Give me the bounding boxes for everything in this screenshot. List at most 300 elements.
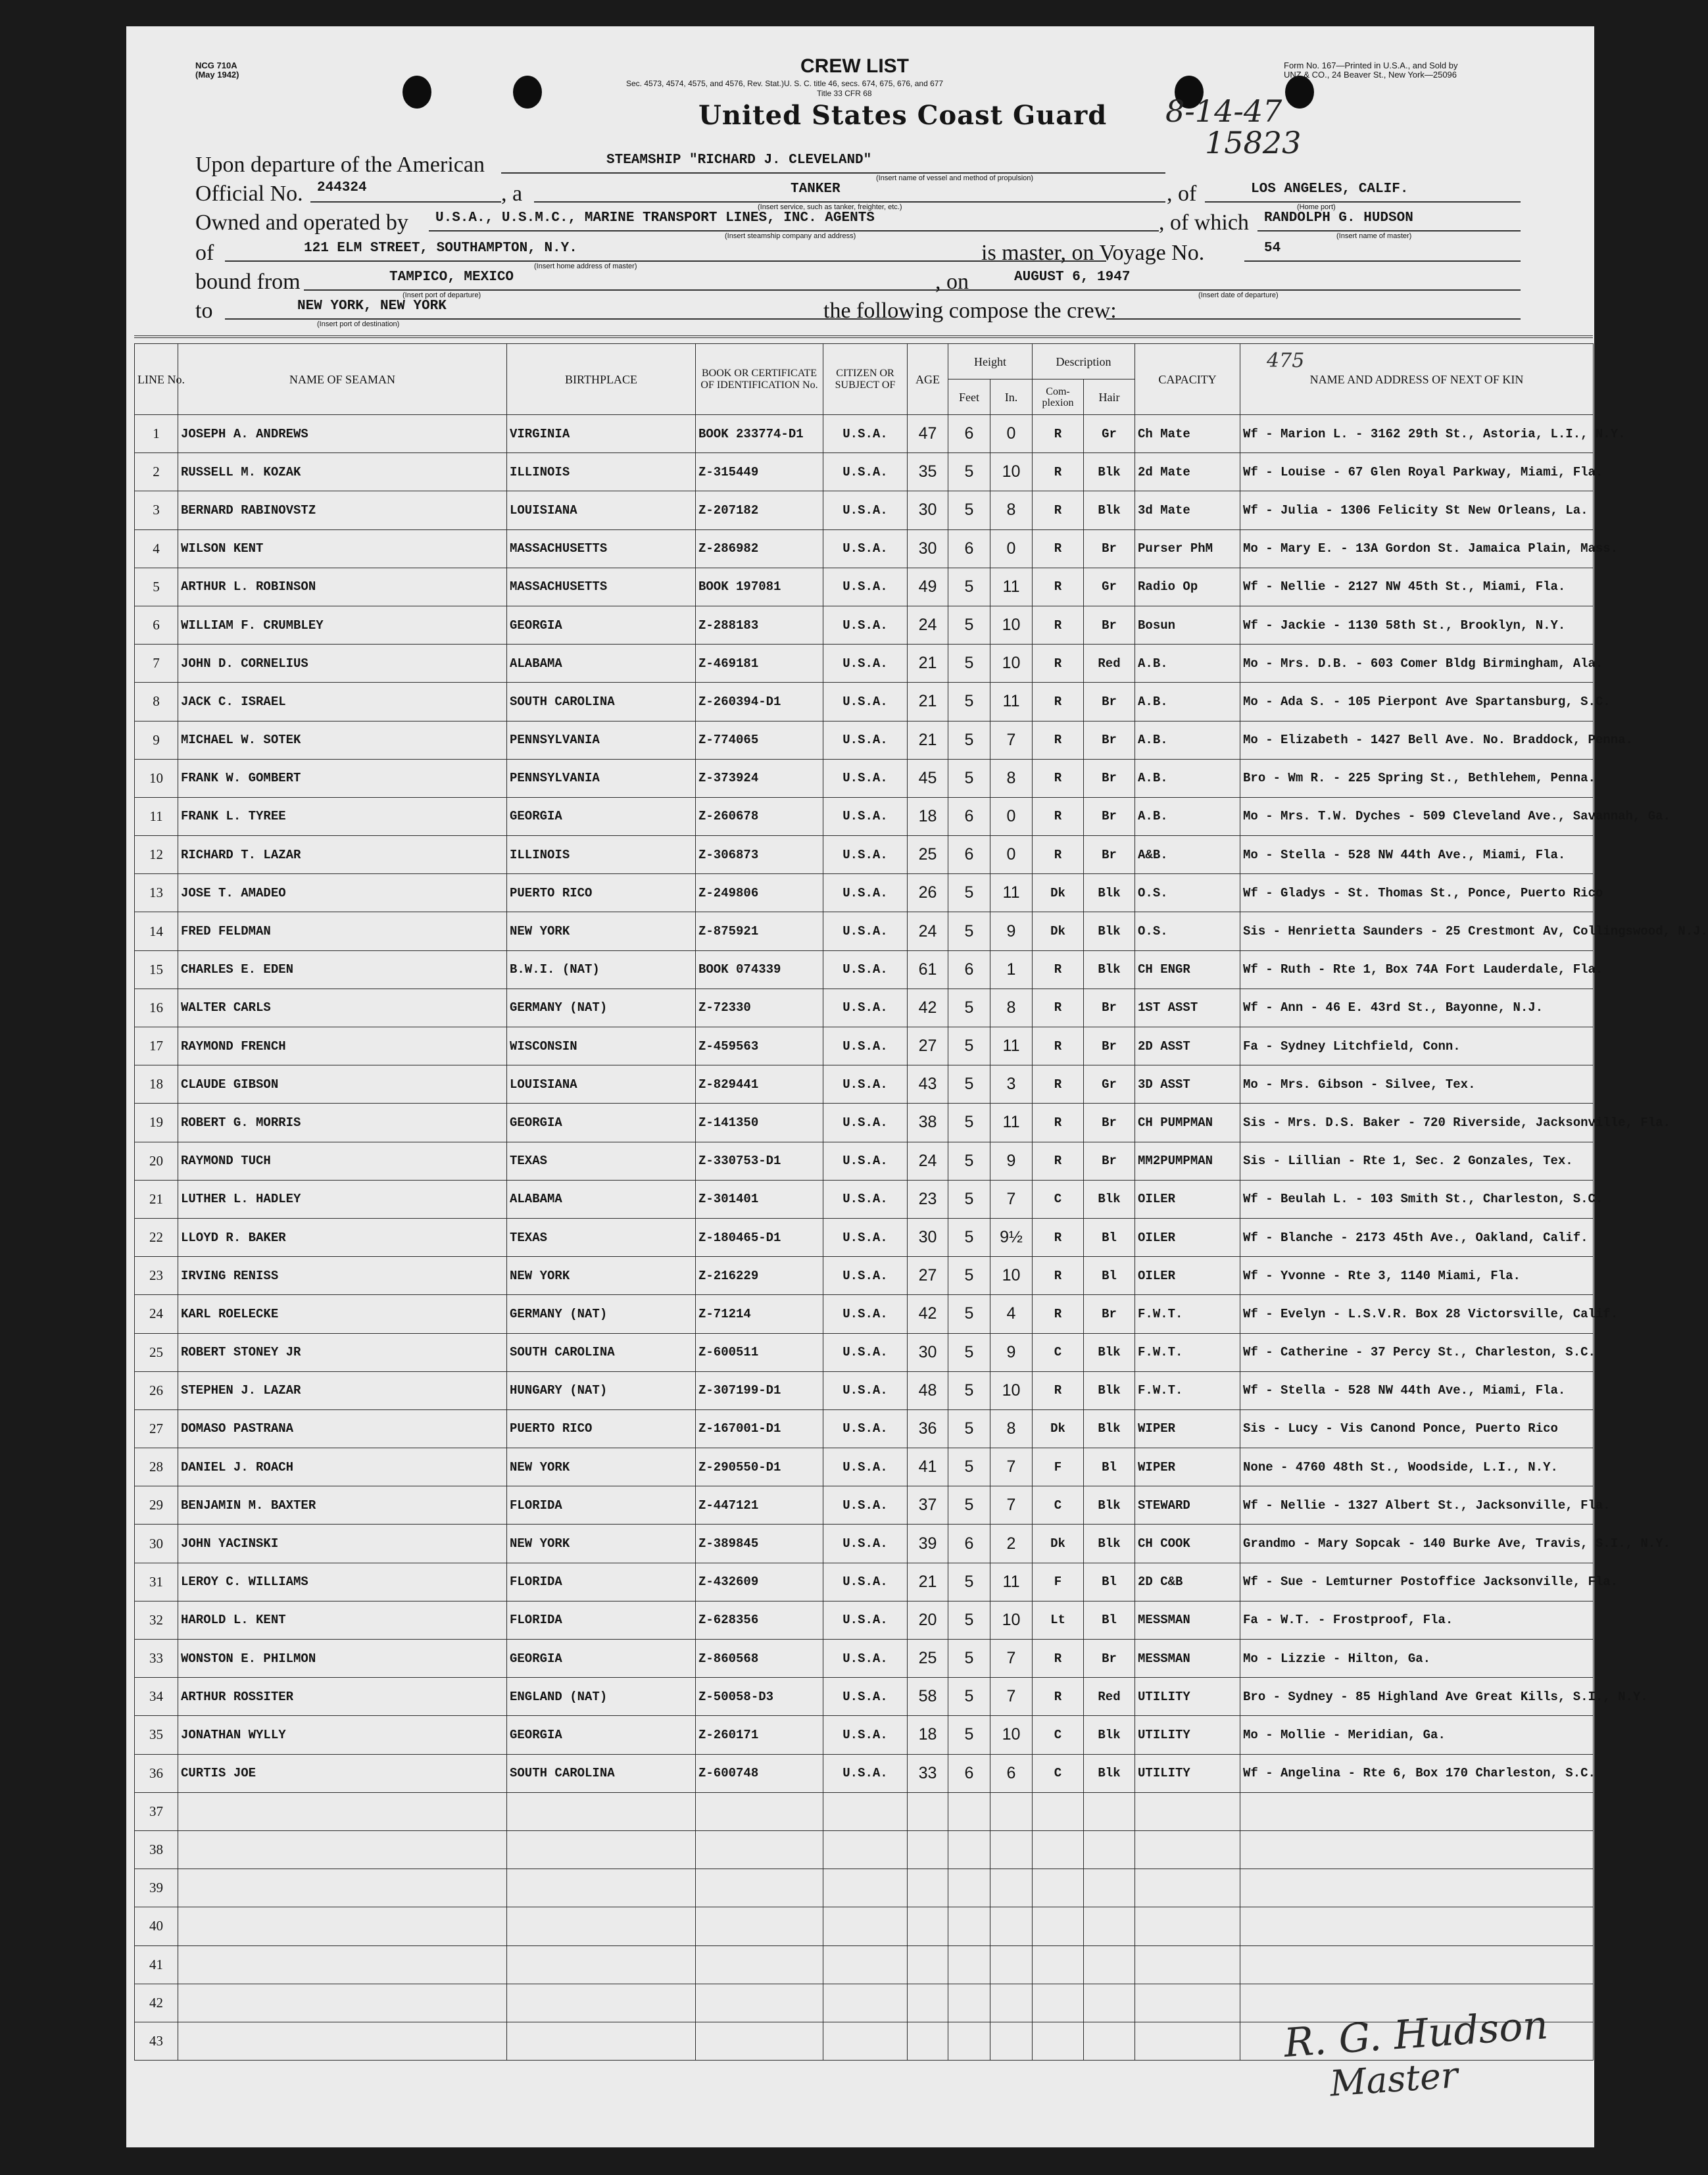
- height-feet-cell: 5: [948, 1448, 990, 1486]
- kin-header-label: NAME AND ADDRESS OF NEXT OF KIN: [1309, 372, 1524, 386]
- age-cell: 18: [908, 1716, 948, 1754]
- height-inches-cell: 7: [990, 1180, 1033, 1218]
- capacity-cell: OILER: [1135, 1180, 1240, 1218]
- citizenship-cell: U.S.A.: [823, 1486, 908, 1525]
- next-of-kin-cell: Bro - Sydney - 85 Highland Ave Great Kills, S.I., N.Y.: [1240, 1678, 1594, 1716]
- official-number: 244324: [317, 180, 367, 195]
- birthplace-cell: [507, 1984, 696, 2022]
- complexion-cell: Lt: [1033, 1601, 1084, 1639]
- capacity-cell: [1135, 1945, 1240, 1984]
- hair-cell: Br: [1084, 797, 1135, 835]
- capacity-cell: [1135, 2022, 1240, 2060]
- capacity-cell: 3D ASST: [1135, 1065, 1240, 1104]
- complexion-cell: R: [1033, 1678, 1084, 1716]
- capacity-cell: OILER: [1135, 1218, 1240, 1256]
- age-cell: 43: [908, 1065, 948, 1104]
- birthplace-cell: ILLINOIS: [507, 836, 696, 874]
- citizenship-cell: [823, 1792, 908, 1830]
- book-number-cell: Z-875921: [696, 912, 823, 950]
- hair-cell: Blk: [1084, 1180, 1135, 1218]
- next-of-kin-cell: Wf - Ann - 46 E. 43rd St., Bayonne, N.J.: [1240, 989, 1594, 1027]
- vessel-service: TANKER: [791, 182, 841, 197]
- table-row: [135, 759, 1594, 797]
- birthplace-cell: [507, 2022, 696, 2060]
- complexion-cell: R: [1033, 683, 1084, 721]
- col-book: BOOK OR CERTIFICATE OF IDENTIFICATION No.: [696, 344, 823, 415]
- form-number: Form No. 167—Printed in U.S.A., and Sold by: [1284, 61, 1458, 70]
- label-upon-departure: Upon departure of the American: [195, 153, 485, 177]
- capacity-cell: A&B.: [1135, 836, 1240, 874]
- height-feet-cell: 6: [948, 1754, 990, 1792]
- complexion-cell: Dk: [1033, 1525, 1084, 1563]
- book-number-cell: Z-71214: [696, 1295, 823, 1333]
- citizenship-cell: [823, 1830, 908, 1869]
- complexion-cell: R: [1033, 836, 1084, 874]
- book-number-cell: Z-330753-D1: [696, 1142, 823, 1180]
- complexion-cell: F: [1033, 1448, 1084, 1486]
- age-cell: 30: [908, 491, 948, 529]
- citizenship-cell: U.S.A.: [823, 1525, 908, 1563]
- table-row: [135, 491, 1594, 529]
- book-number-cell: Z-774065: [696, 721, 823, 759]
- line-number-cell: 21: [135, 1180, 178, 1218]
- complexion-cell: R: [1033, 1104, 1084, 1142]
- height-feet-cell: 5: [948, 1218, 990, 1256]
- book-number-cell: [696, 1945, 823, 1984]
- crew-rows: [135, 415, 1708, 2061]
- label-of2: of: [195, 241, 214, 265]
- age-cell: 21: [908, 683, 948, 721]
- height-inches-cell: 7: [990, 1678, 1033, 1716]
- table-row: [135, 1563, 1594, 1601]
- height-feet-cell: 5: [948, 989, 990, 1027]
- height-feet-cell: 5: [948, 1678, 990, 1716]
- book-number-cell: Z-315449: [696, 453, 823, 491]
- age-cell: 35: [908, 453, 948, 491]
- capacity-cell: Purser PhM: [1135, 529, 1240, 568]
- line-number-cell: 5: [135, 568, 178, 606]
- line-number-cell: 1: [135, 415, 178, 453]
- next-of-kin-cell: Mo - Lizzie - Hilton, Ga.: [1240, 1640, 1594, 1678]
- table-row: [135, 1945, 1594, 1984]
- age-cell: 48: [908, 1371, 948, 1409]
- next-of-kin-cell: Wf - Beulah L. - 103 Smith St., Charleston, S.C.: [1240, 1180, 1594, 1218]
- handwritten-number: 15823: [1205, 125, 1302, 160]
- capacity-cell: MM2PUMPMAN: [1135, 1142, 1240, 1180]
- book-number-cell: Z-167001-D1: [696, 1409, 823, 1448]
- next-of-kin-cell: Mo - Stella - 528 NW 44th Ave., Miami, Fla.: [1240, 836, 1594, 874]
- hair-cell: Bl: [1084, 1563, 1135, 1601]
- table-row: [135, 415, 1594, 453]
- height-inches-cell: 11: [990, 1563, 1033, 1601]
- book-number-cell: Z-600511: [696, 1333, 823, 1371]
- birthplace-cell: ALABAMA: [507, 1180, 696, 1218]
- next-of-kin-cell: Sis - Lucy - Vis Canond Ponce, Puerto Rico: [1240, 1409, 1594, 1448]
- next-of-kin-cell: Mo - Mrs. Gibson - Silvee, Tex.: [1240, 1065, 1594, 1104]
- age-cell: 47: [908, 415, 948, 453]
- line-number-cell: 41: [135, 1945, 178, 1984]
- line-number-cell: 25: [135, 1333, 178, 1371]
- height-feet-cell: 5: [948, 1065, 990, 1104]
- height-feet-cell: [948, 1984, 990, 2022]
- col-in: In.: [990, 379, 1033, 415]
- hair-cell: Br: [1084, 836, 1135, 874]
- seaman-name-cell: [178, 1907, 507, 1945]
- next-of-kin-cell: Mo - Mrs. T.W. Dyches - 509 Cleveland Ave., Savannah, Ga.: [1240, 797, 1594, 835]
- next-of-kin-cell: [1240, 1945, 1594, 1984]
- label-owned: Owned and operated by: [195, 210, 408, 235]
- age-cell: 38: [908, 1104, 948, 1142]
- age-cell: 41: [908, 1448, 948, 1486]
- height-feet-cell: 5: [948, 1409, 990, 1448]
- height-inches-cell: 7: [990, 1640, 1033, 1678]
- height-feet-cell: 5: [948, 606, 990, 644]
- table-row: [135, 1830, 1594, 1869]
- age-cell: 58: [908, 1678, 948, 1716]
- birthplace-cell: FLORIDA: [507, 1601, 696, 1639]
- age-cell: 21: [908, 1563, 948, 1601]
- hair-cell: Blk: [1084, 1333, 1135, 1371]
- capacity-cell: 1ST ASST: [1135, 989, 1240, 1027]
- hint-destination: (Insert port of destination): [317, 320, 400, 328]
- hair-cell: Blk: [1084, 491, 1135, 529]
- birthplace-cell: WISCONSIN: [507, 1027, 696, 1065]
- line-number-cell: 4: [135, 529, 178, 568]
- label-official-no: Official No.: [195, 182, 303, 206]
- hint-home-address: (Insert home address of master): [534, 262, 637, 270]
- height-feet-cell: 5: [948, 1601, 990, 1639]
- master-signature: R. G. Hudson: [1282, 2002, 1550, 2066]
- citizenship-cell: U.S.A.: [823, 950, 908, 989]
- citizenship-cell: U.S.A.: [823, 759, 908, 797]
- table-row: [135, 874, 1594, 912]
- age-cell: 25: [908, 1640, 948, 1678]
- height-feet-cell: 5: [948, 874, 990, 912]
- seaman-name-cell: FRANK W. GOMBERT: [178, 759, 507, 797]
- table-row: [135, 1027, 1594, 1065]
- birthplace-cell: GEORGIA: [507, 606, 696, 644]
- height-inches-cell: 10: [990, 645, 1033, 683]
- age-cell: 21: [908, 645, 948, 683]
- next-of-kin-cell: [1240, 1907, 1594, 1945]
- seaman-name-cell: ROBERT G. MORRIS: [178, 1104, 507, 1142]
- line-number-cell: 34: [135, 1678, 178, 1716]
- master-address: 121 ELM STREET, SOUTHAMPTON, N.Y.: [304, 241, 577, 256]
- capacity-cell: UTILITY: [1135, 1716, 1240, 1754]
- citizenship-cell: U.S.A.: [823, 912, 908, 950]
- complexion-cell: C: [1033, 1486, 1084, 1525]
- table-row: [135, 1218, 1594, 1256]
- height-inches-cell: 8: [990, 1409, 1033, 1448]
- hair-cell: Gr: [1084, 1065, 1135, 1104]
- label-of-which: , of which: [1159, 210, 1249, 235]
- next-of-kin-cell: Mo - Ada S. - 105 Pierpont Ave Spartansburg, S.C.: [1240, 683, 1594, 721]
- complexion-cell: R: [1033, 1257, 1084, 1295]
- complexion-cell: Dk: [1033, 912, 1084, 950]
- next-of-kin-cell: Wf - Stella - 528 NW 44th Ave., Miami, Fla.: [1240, 1371, 1594, 1409]
- voyage-number: 54: [1264, 241, 1281, 256]
- next-of-kin-cell: Fa - Sydney Litchfield, Conn.: [1240, 1027, 1594, 1065]
- complexion-cell: Dk: [1033, 874, 1084, 912]
- capacity-cell: MESSMAN: [1135, 1640, 1240, 1678]
- kin-handwritten-number: 475: [1267, 349, 1305, 372]
- seaman-name-cell: WILSON KENT: [178, 529, 507, 568]
- hair-cell: Br: [1084, 606, 1135, 644]
- complexion-cell: [1033, 1984, 1084, 2022]
- seaman-name-cell: BENJAMIN M. BAXTER: [178, 1486, 507, 1525]
- height-feet-cell: [948, 1869, 990, 1907]
- next-of-kin-cell: [1240, 1869, 1594, 1907]
- table-row: [135, 836, 1594, 874]
- capacity-cell: O.S.: [1135, 874, 1240, 912]
- citizenship-cell: U.S.A.: [823, 453, 908, 491]
- next-of-kin-cell: Bro - Wm R. - 225 Spring St., Bethlehem, Penna.: [1240, 759, 1594, 797]
- line-number-cell: 40: [135, 1907, 178, 1945]
- capacity-cell: F.W.T.: [1135, 1371, 1240, 1409]
- citizenship-cell: U.S.A.: [823, 1678, 908, 1716]
- height-inches-cell: [990, 1907, 1033, 1945]
- citizenship-cell: U.S.A.: [823, 1640, 908, 1678]
- col-height: Height: [948, 344, 1033, 379]
- table-row: [135, 568, 1594, 606]
- label-on: , on: [935, 270, 969, 294]
- line-number-cell: 35: [135, 1716, 178, 1754]
- seaman-name-cell: LEROY C. WILLIAMS: [178, 1563, 507, 1601]
- next-of-kin-cell: Wf - Marion L. - 3162 29th St., Astoria, L.I., N.Y.: [1240, 415, 1594, 453]
- next-of-kin-cell: [1240, 1830, 1594, 1869]
- hint-departure-port: (Insert port of departure): [403, 291, 481, 299]
- citizenship-cell: [823, 1945, 908, 1984]
- citizenship-cell: U.S.A.: [823, 1180, 908, 1218]
- seaman-name-cell: CLAUDE GIBSON: [178, 1065, 507, 1104]
- hint-master: (Insert name of master): [1336, 232, 1412, 240]
- seaman-name-cell: RAYMOND FRENCH: [178, 1027, 507, 1065]
- seaman-name-cell: HAROLD L. KENT: [178, 1601, 507, 1639]
- book-number-cell: [696, 2022, 823, 2060]
- complexion-cell: R: [1033, 568, 1084, 606]
- line-number-cell: 9: [135, 721, 178, 759]
- table-row: [135, 989, 1594, 1027]
- capacity-cell: 3d Mate: [1135, 491, 1240, 529]
- book-number-cell: Z-447121: [696, 1486, 823, 1525]
- seaman-name-cell: RUSSELL M. KOZAK: [178, 453, 507, 491]
- birthplace-cell: ENGLAND (NAT): [507, 1678, 696, 1716]
- birthplace-cell: GEORGIA: [507, 1104, 696, 1142]
- capacity-cell: UTILITY: [1135, 1754, 1240, 1792]
- height-inches-cell: 9: [990, 1142, 1033, 1180]
- age-cell: [908, 1792, 948, 1830]
- height-inches-cell: 11: [990, 568, 1033, 606]
- height-inches-cell: 10: [990, 606, 1033, 644]
- book-number-cell: BOOK 074339: [696, 950, 823, 989]
- hair-cell: Br: [1084, 1027, 1135, 1065]
- height-feet-cell: 5: [948, 1716, 990, 1754]
- complexion-cell: R: [1033, 1640, 1084, 1678]
- height-inches-cell: 3: [990, 1065, 1033, 1104]
- col-hair: Hair: [1084, 379, 1135, 415]
- height-inches-cell: 11: [990, 683, 1033, 721]
- seaman-name-cell: CURTIS JOE: [178, 1754, 507, 1792]
- height-inches-cell: 7: [990, 1448, 1033, 1486]
- complexion-cell: R: [1033, 797, 1084, 835]
- complexion-cell: [1033, 2022, 1084, 2060]
- hair-cell: Blk: [1084, 453, 1135, 491]
- citizenship-cell: [823, 1984, 908, 2022]
- line-number-cell: 43: [135, 2022, 178, 2060]
- table-row: [135, 1716, 1594, 1754]
- birthplace-cell: ILLINOIS: [507, 453, 696, 491]
- crew-table: [134, 343, 1708, 2061]
- hair-cell: Blk: [1084, 1409, 1135, 1448]
- height-inches-cell: [990, 2022, 1033, 2060]
- line-number-cell: 20: [135, 1142, 178, 1180]
- seaman-name-cell: KARL ROELECKE: [178, 1295, 507, 1333]
- label-of: , of: [1167, 182, 1197, 206]
- citizenship-cell: U.S.A.: [823, 1104, 908, 1142]
- table-row: [135, 1792, 1594, 1830]
- hair-cell: Br: [1084, 1640, 1135, 1678]
- height-feet-cell: 5: [948, 1180, 990, 1218]
- line-number-cell: 29: [135, 1486, 178, 1525]
- statute-line: Sec. 4573, 4574, 4575, and 4576, Rev. Stat.)U. S. C. title 46, secs. 674, 675, 676, and 677: [626, 79, 944, 88]
- height-inches-cell: 10: [990, 1716, 1033, 1754]
- complexion-cell: R: [1033, 606, 1084, 644]
- seaman-name-cell: FRED FELDMAN: [178, 912, 507, 950]
- seaman-name-cell: ROBERT STONEY JR: [178, 1333, 507, 1371]
- age-cell: 49: [908, 568, 948, 606]
- capacity-cell: [1135, 1792, 1240, 1830]
- capacity-cell: Radio Op: [1135, 568, 1240, 606]
- birthplace-cell: NEW YORK: [507, 1448, 696, 1486]
- height-inches-cell: 2: [990, 1525, 1033, 1563]
- next-of-kin-cell: Wf - Ruth - Rte 1, Box 74A Fort Lauderdale, Fla.: [1240, 950, 1594, 989]
- hair-cell: Br: [1084, 529, 1135, 568]
- birthplace-cell: GEORGIA: [507, 1716, 696, 1754]
- complexion-cell: [1033, 1945, 1084, 1984]
- table-row: [135, 1142, 1594, 1180]
- line-number-cell: 38: [135, 1830, 178, 1869]
- capacity-cell: F.W.T.: [1135, 1295, 1240, 1333]
- label-following: the following compose the crew:: [823, 299, 1117, 323]
- punch-hole: [403, 76, 431, 109]
- complexion-cell: R: [1033, 1027, 1084, 1065]
- seaman-name-cell: [178, 1830, 507, 1869]
- birthplace-cell: GERMANY (NAT): [507, 989, 696, 1027]
- citizenship-cell: U.S.A.: [823, 415, 908, 453]
- line-number-cell: 30: [135, 1525, 178, 1563]
- height-feet-cell: 6: [948, 797, 990, 835]
- seaman-name-cell: JOHN D. CORNELIUS: [178, 645, 507, 683]
- book-number-cell: [696, 1830, 823, 1869]
- capacity-cell: O.S.: [1135, 912, 1240, 950]
- departure-port: TAMPICO, MEXICO: [389, 270, 514, 285]
- line-number-cell: 7: [135, 645, 178, 683]
- table-row: [135, 797, 1594, 835]
- master-name: RANDOLPH G. HUDSON: [1264, 210, 1413, 226]
- next-of-kin-cell: Wf - Evelyn - L.S.V.R. Box 28 Victorsville, Calif.: [1240, 1295, 1594, 1333]
- capacity-cell: A.B.: [1135, 645, 1240, 683]
- line-number-cell: 8: [135, 683, 178, 721]
- capacity-cell: A.B.: [1135, 683, 1240, 721]
- seaman-name-cell: [178, 1945, 507, 1984]
- capacity-cell: [1135, 1869, 1240, 1907]
- next-of-kin-cell: Wf - Nellie - 1327 Albert St., Jacksonville, Fla.: [1240, 1486, 1594, 1525]
- book-number-cell: [696, 1869, 823, 1907]
- table-row: [135, 529, 1594, 568]
- hint-home-port: (Home port): [1297, 203, 1336, 211]
- birthplace-cell: GERMANY (NAT): [507, 1295, 696, 1333]
- height-inches-cell: 7: [990, 721, 1033, 759]
- height-inches-cell: 9: [990, 1333, 1033, 1371]
- table-row: [135, 606, 1594, 644]
- capacity-cell: WIPER: [1135, 1448, 1240, 1486]
- capacity-cell: 2D ASST: [1135, 1027, 1240, 1065]
- age-cell: 39: [908, 1525, 948, 1563]
- book-number-cell: Z-180465-D1: [696, 1218, 823, 1256]
- complexion-cell: R: [1033, 529, 1084, 568]
- line-number-cell: 28: [135, 1448, 178, 1486]
- book-number-cell: [696, 1984, 823, 2022]
- capacity-cell: Ch Mate: [1135, 415, 1240, 453]
- home-port: LOS ANGELES, CALIF.: [1251, 182, 1409, 197]
- label-a: , a: [501, 182, 523, 206]
- complexion-cell: C: [1033, 1333, 1084, 1371]
- complexion-cell: C: [1033, 1716, 1084, 1754]
- hair-cell: Bl: [1084, 1448, 1135, 1486]
- height-inches-cell: 9½: [990, 1218, 1033, 1256]
- col-citizen: CITIZEN OR SUBJECT OF: [823, 344, 908, 415]
- seaman-name-cell: BERNARD RABINOVSTZ: [178, 491, 507, 529]
- line-number-cell: 33: [135, 1640, 178, 1678]
- age-cell: 36: [908, 1409, 948, 1448]
- line-number-cell: 2: [135, 453, 178, 491]
- next-of-kin-cell: [1240, 1792, 1594, 1830]
- line-number-cell: 10: [135, 759, 178, 797]
- birthplace-cell: PENNSYLVANIA: [507, 759, 696, 797]
- capacity-cell: [1135, 1984, 1240, 2022]
- complexion-cell: [1033, 1907, 1084, 1945]
- hair-cell: [1084, 1869, 1135, 1907]
- citizenship-cell: U.S.A.: [823, 1333, 908, 1371]
- complexion-cell: [1033, 1792, 1084, 1830]
- height-inches-cell: 0: [990, 415, 1033, 453]
- age-cell: [908, 2022, 948, 2060]
- book-number-cell: Z-290550-D1: [696, 1448, 823, 1486]
- hair-cell: Blk: [1084, 874, 1135, 912]
- table-row: [135, 683, 1594, 721]
- hair-cell: Br: [1084, 1295, 1135, 1333]
- height-inches-cell: 10: [990, 453, 1033, 491]
- next-of-kin-cell: Grandmo - Mary Sopcak - 140 Burke Ave, Travis, S.I., N.Y.: [1240, 1525, 1594, 1563]
- birthplace-cell: NEW YORK: [507, 1525, 696, 1563]
- table-row: [135, 1486, 1594, 1525]
- seaman-name-cell: WONSTON E. PHILMON: [178, 1640, 507, 1678]
- book-number-cell: Z-860568: [696, 1640, 823, 1678]
- book-number-cell: Z-141350: [696, 1104, 823, 1142]
- citizenship-cell: U.S.A.: [823, 836, 908, 874]
- hair-cell: Br: [1084, 683, 1135, 721]
- height-feet-cell: 6: [948, 950, 990, 989]
- line-number-cell: 27: [135, 1409, 178, 1448]
- line-number-cell: 37: [135, 1792, 178, 1830]
- line-number-cell: 24: [135, 1295, 178, 1333]
- birthplace-cell: GEORGIA: [507, 797, 696, 835]
- line-number-cell: 11: [135, 797, 178, 835]
- destination-port: NEW YORK, NEW YORK: [297, 299, 447, 314]
- seaman-name-cell: [178, 1869, 507, 1907]
- next-of-kin-cell: Mo - Mary E. - 13A Gordon St. Jamaica Plain, Mass.: [1240, 529, 1594, 568]
- height-feet-cell: [948, 1792, 990, 1830]
